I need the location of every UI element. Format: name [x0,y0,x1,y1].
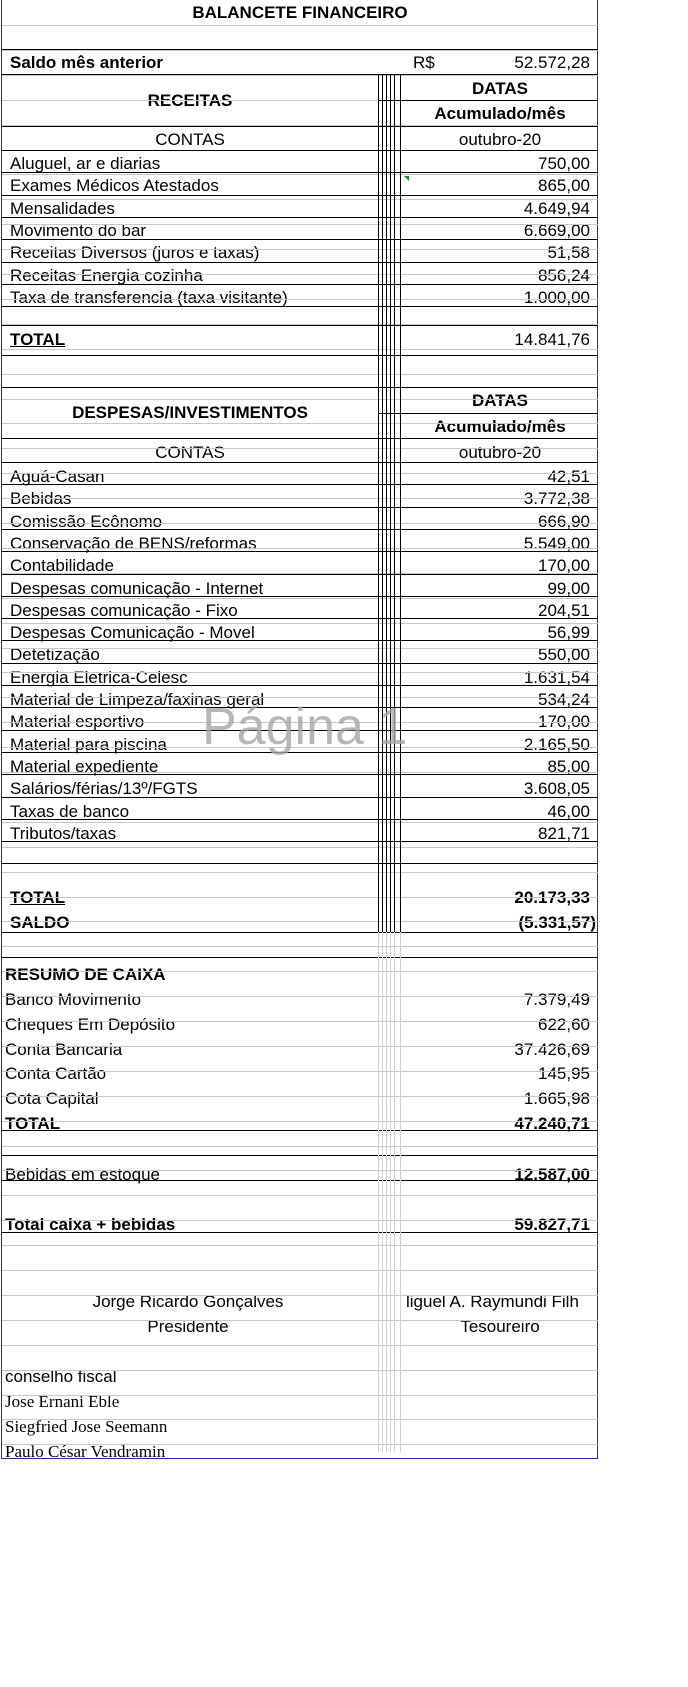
receita-value: 4.649,94 [523,198,590,218]
column-divider [382,74,383,932]
row-divider [2,1180,598,1181]
row-divider [2,897,598,898]
row-divider [2,574,598,575]
row-divider [2,438,598,439]
despesa-label: Taxas de banco [10,801,130,821]
row-divider [2,195,598,196]
title-row [2,0,598,25]
row-divider [2,349,598,350]
total-caixa-row [2,1212,598,1237]
despesas-contas: CONTAS [155,443,225,462]
despesa-label: Tributos/taxas [10,823,117,843]
resumo-heading: RESUMO DE CAIXA [5,965,166,984]
row-divider [2,399,598,400]
row-divider [2,387,598,388]
receita-value: 865,00 [538,176,590,196]
signature-roles-row [2,1314,598,1339]
despesa-label: Despesas Comunicação - Movel [10,623,255,643]
despesa-label: Contabilidade [10,556,114,576]
row-divider [2,1370,598,1371]
row-divider [2,126,598,127]
resumo-total-value: 47.240,71 [514,1114,590,1133]
despesa-value: 534,24 [538,690,590,709]
row-divider [2,249,598,250]
signature-names-row [2,1289,598,1314]
row-divider [2,596,598,597]
resumo-row [2,1086,598,1111]
row-divider [2,1021,598,1022]
despesas-heading: DESPESAS/INVESTIMENTOS [72,403,308,422]
despesa-value: 170,00 [538,556,590,576]
receita-value: 51,58 [547,243,590,263]
resumo-total-label: TOTAL [5,1114,61,1133]
row-divider [2,49,598,50]
column-divider [382,932,383,1452]
receitas-datas: DATAS [471,79,529,98]
resumo-value: 145,95 [538,1064,590,1084]
row-divider [2,819,598,820]
row-divider [2,1232,598,1233]
row-divider [2,374,598,375]
row-divider [2,217,598,218]
receitas-datas-row [2,76,598,101]
receita-label: Receitas Energia cozinha [10,265,203,285]
despesas-acumulado: Acumulado/mês [434,417,566,436]
resumo-label: Conta Cartão [5,1064,107,1084]
row-divider [2,423,598,424]
row-divider [2,1220,598,1221]
receitas-heading: RECEITAS [147,91,233,110]
column-divider [390,932,391,1452]
despesa-label: Comissão Ecônomo [10,511,163,531]
row-divider [2,150,598,151]
despesa-value: 5.549,00 [523,533,590,553]
row-divider [2,1295,598,1296]
saldo-anterior-currency: R$ [413,53,435,72]
column-divider [378,932,379,1452]
despesa-label: Conservação de BENS/reformas [10,533,257,553]
despesas-acumulado-row [2,414,598,439]
saldo-anterior-label: Saldo mês anterior [10,53,164,72]
row-divider [2,774,598,775]
row-divider [2,239,598,240]
row-divider [2,1170,598,1171]
despesa-value: 85,00 [547,756,590,776]
resumo-value: 622,60 [538,1014,590,1034]
receitas-total-label: TOTAL [10,330,66,349]
receita-label: Taxa de transferencia (taxa visitante) [10,287,288,307]
despesa-label: Despesas comunicação - Internet [10,578,264,598]
despesa-value: 821,71 [538,823,590,843]
resumo-row [2,1012,598,1037]
conselho-member-row [2,1414,598,1439]
row-divider [2,551,598,552]
row-divider [2,772,598,773]
column-divider [378,74,379,932]
presidente-name: Jorge Ricardo Gonçalves [92,1292,284,1311]
row-divider [2,172,598,173]
row-divider [2,1345,598,1346]
receitas-total-value: 14.841,76 [514,330,590,349]
despesas-total-row [2,885,598,910]
row-divider [2,529,598,530]
row-divider [2,284,598,285]
receita-label: Receitas Diversos (juros e taxas) [10,243,260,263]
row-divider [2,1155,598,1156]
row-divider [2,507,598,508]
despesas-datas-row [2,388,598,413]
row-divider [2,1146,598,1147]
row-divider [2,685,598,686]
conselho-heading: conselho fiscal [5,1367,117,1386]
despesa-value: 56,99 [547,623,590,643]
conselho-heading-row [2,1364,598,1389]
row-divider [2,663,598,664]
despesa-value: 3.608,05 [523,779,590,799]
row-divider [2,623,598,624]
row-divider [2,946,598,947]
estoque-row [2,1162,598,1187]
row-divider [378,100,598,101]
despesa-value: 2.165,50 [523,734,590,754]
row-divider [2,1096,598,1097]
receita-label: Exames Médicos Atestados [10,176,219,196]
estoque-value: 12.587,00 [514,1165,590,1184]
tesoureiro-role: Tesoureiro [460,1317,540,1336]
row-divider [2,841,598,842]
column-divider [394,74,395,932]
despesa-label: Detetização [10,645,100,665]
row-divider [2,847,598,848]
despesa-label: Material de Limpeza/faxinas geral [10,690,265,709]
row-divider [2,797,598,798]
row-divider [2,548,598,549]
resumo-label: Banco Movimento [5,990,142,1009]
row-divider [2,1270,598,1271]
row-divider [2,1130,598,1131]
row-divider [2,448,598,449]
despesa-value: 170,00 [538,712,590,732]
row-divider [2,355,598,356]
row-divider [2,996,598,997]
page-watermark: Página 1 [202,698,408,756]
comment-marker-icon [404,176,409,181]
presidente-role: Presidente [147,1317,229,1336]
conselho-member: Paulo César Vendramin [5,1442,166,1461]
row-divider [2,872,598,873]
despesa-value: 204,51 [538,600,590,620]
receitas-period: outubro-20 [458,130,542,149]
receita-value: 6.669,00 [523,220,590,240]
total-caixa-label: Total caixa + bebidas [5,1215,176,1234]
saldo-value: (5.331,57) [518,913,596,932]
resumo-row [2,987,598,1012]
balance-sheet [1,0,598,1459]
row-divider [2,498,598,499]
estoque-label: Bebidas em estoque [5,1165,160,1184]
row-divider [2,932,598,933]
row-divider [2,1395,598,1396]
row-divider [2,473,598,474]
row-divider [2,325,598,326]
receitas-acumulado: Acumulado/mês [434,104,566,123]
saldo-anterior-row [2,50,598,75]
row-divider [2,822,598,823]
resumo-heading-row [2,962,598,987]
row-divider [2,199,598,200]
despesas-datas: DATAS [471,391,529,410]
row-divider [2,1046,598,1047]
despesa-value: 99,00 [547,578,590,598]
despesa-value: 666,90 [538,511,590,531]
row-divider [2,971,598,972]
despesa-label: Energia Eletrica-Celesc [10,667,188,687]
tesoureiro-name: liguel A. Raymundi Filh [406,1292,579,1311]
row-divider [2,1444,598,1445]
row-divider [2,523,598,524]
sheet-title: BALANCETE FINANCEIRO [192,3,408,22]
column-divider [394,932,395,1452]
despesa-value: 46,00 [547,801,590,821]
despesa-label: Bebidas [10,489,72,509]
despesa-value: 550,00 [538,645,590,665]
row-divider [2,640,598,641]
despesa-label: Despesas comunicação - Fixo [10,600,238,620]
row-divider [2,299,598,300]
row-divider [2,598,598,599]
row-divider [2,921,598,922]
row-divider [2,1121,598,1122]
row-divider [2,1071,598,1072]
row-divider [2,648,598,649]
saldo-label: SALDO [10,913,70,932]
despesa-label: Material para piscina [10,734,167,754]
row-divider [2,1195,598,1196]
receita-value: 750,00 [538,154,590,173]
column-divider [400,74,401,932]
resumo-label: Conta Bancaria [5,1039,123,1059]
resumo-row [2,1061,598,1086]
row-divider [2,174,598,175]
resumo-value: 37.426,69 [514,1039,590,1059]
resumo-row [2,1037,598,1062]
despesa-value: 42,51 [547,467,590,486]
despesa-label: Salários/férias/13º/FGTS [10,779,198,799]
receita-label: Movimento do bar [10,220,147,240]
despesa-value: 1.631,54 [523,667,590,687]
resumo-value: 1.665,98 [523,1089,590,1109]
conselho-member-row [2,1389,598,1414]
receita-value: 856,24 [538,265,590,285]
resumo-label: Cota Capital [5,1089,99,1109]
row-divider [2,306,598,307]
despesa-label: Aguá-Casan [10,467,105,486]
despesa-value: 3.772,38 [523,489,590,509]
conselho-member: Siegfried Jose Seemann [5,1417,168,1436]
row-divider [2,262,598,263]
despesas-period: outubro-20 [458,443,542,462]
column-divider [400,932,401,1452]
column-divider [386,74,387,932]
despesa-label: Material expediente [10,756,159,776]
row-divider [2,1245,598,1246]
row-divider [2,74,598,75]
despesas-total-value: 20.173,33 [514,888,590,907]
row-divider [2,274,598,275]
resumo-total-row [2,1111,598,1136]
receita-label: Aluguel, ar e diarias [10,154,161,173]
row-divider [2,462,598,463]
receitas-contas-row [2,127,598,152]
row-divider [2,672,598,673]
receitas-contas: CONTAS [155,130,225,149]
column-divider [386,932,387,1452]
row-divider [2,484,598,485]
row-divider [378,413,598,414]
row-divider [2,957,598,958]
column-divider [390,74,391,932]
conselho-member-row [2,1439,598,1464]
resumo-value: 7.379,49 [523,990,590,1009]
row-divider [2,50,598,51]
receita-label: Mensalidades [10,198,115,218]
row-divider [2,618,598,619]
resumo-label: Cheques Em Depósito [5,1014,176,1034]
receita-value: 1.000,00 [523,287,590,307]
total-caixa-value: 59.827,71 [514,1215,590,1234]
row-divider [2,863,598,864]
despesa-label: Material esportivo [10,712,145,732]
receitas-acumulado-row [2,101,598,126]
conselho-member: Jose Ernani Eble [5,1392,120,1411]
row-divider [2,25,598,26]
row-divider [2,1419,598,1420]
despesas-total-label: TOTAL [10,888,66,907]
row-divider [2,1320,598,1321]
row-divider [2,224,598,225]
saldo-anterior-value: 52.572,28 [514,53,590,72]
